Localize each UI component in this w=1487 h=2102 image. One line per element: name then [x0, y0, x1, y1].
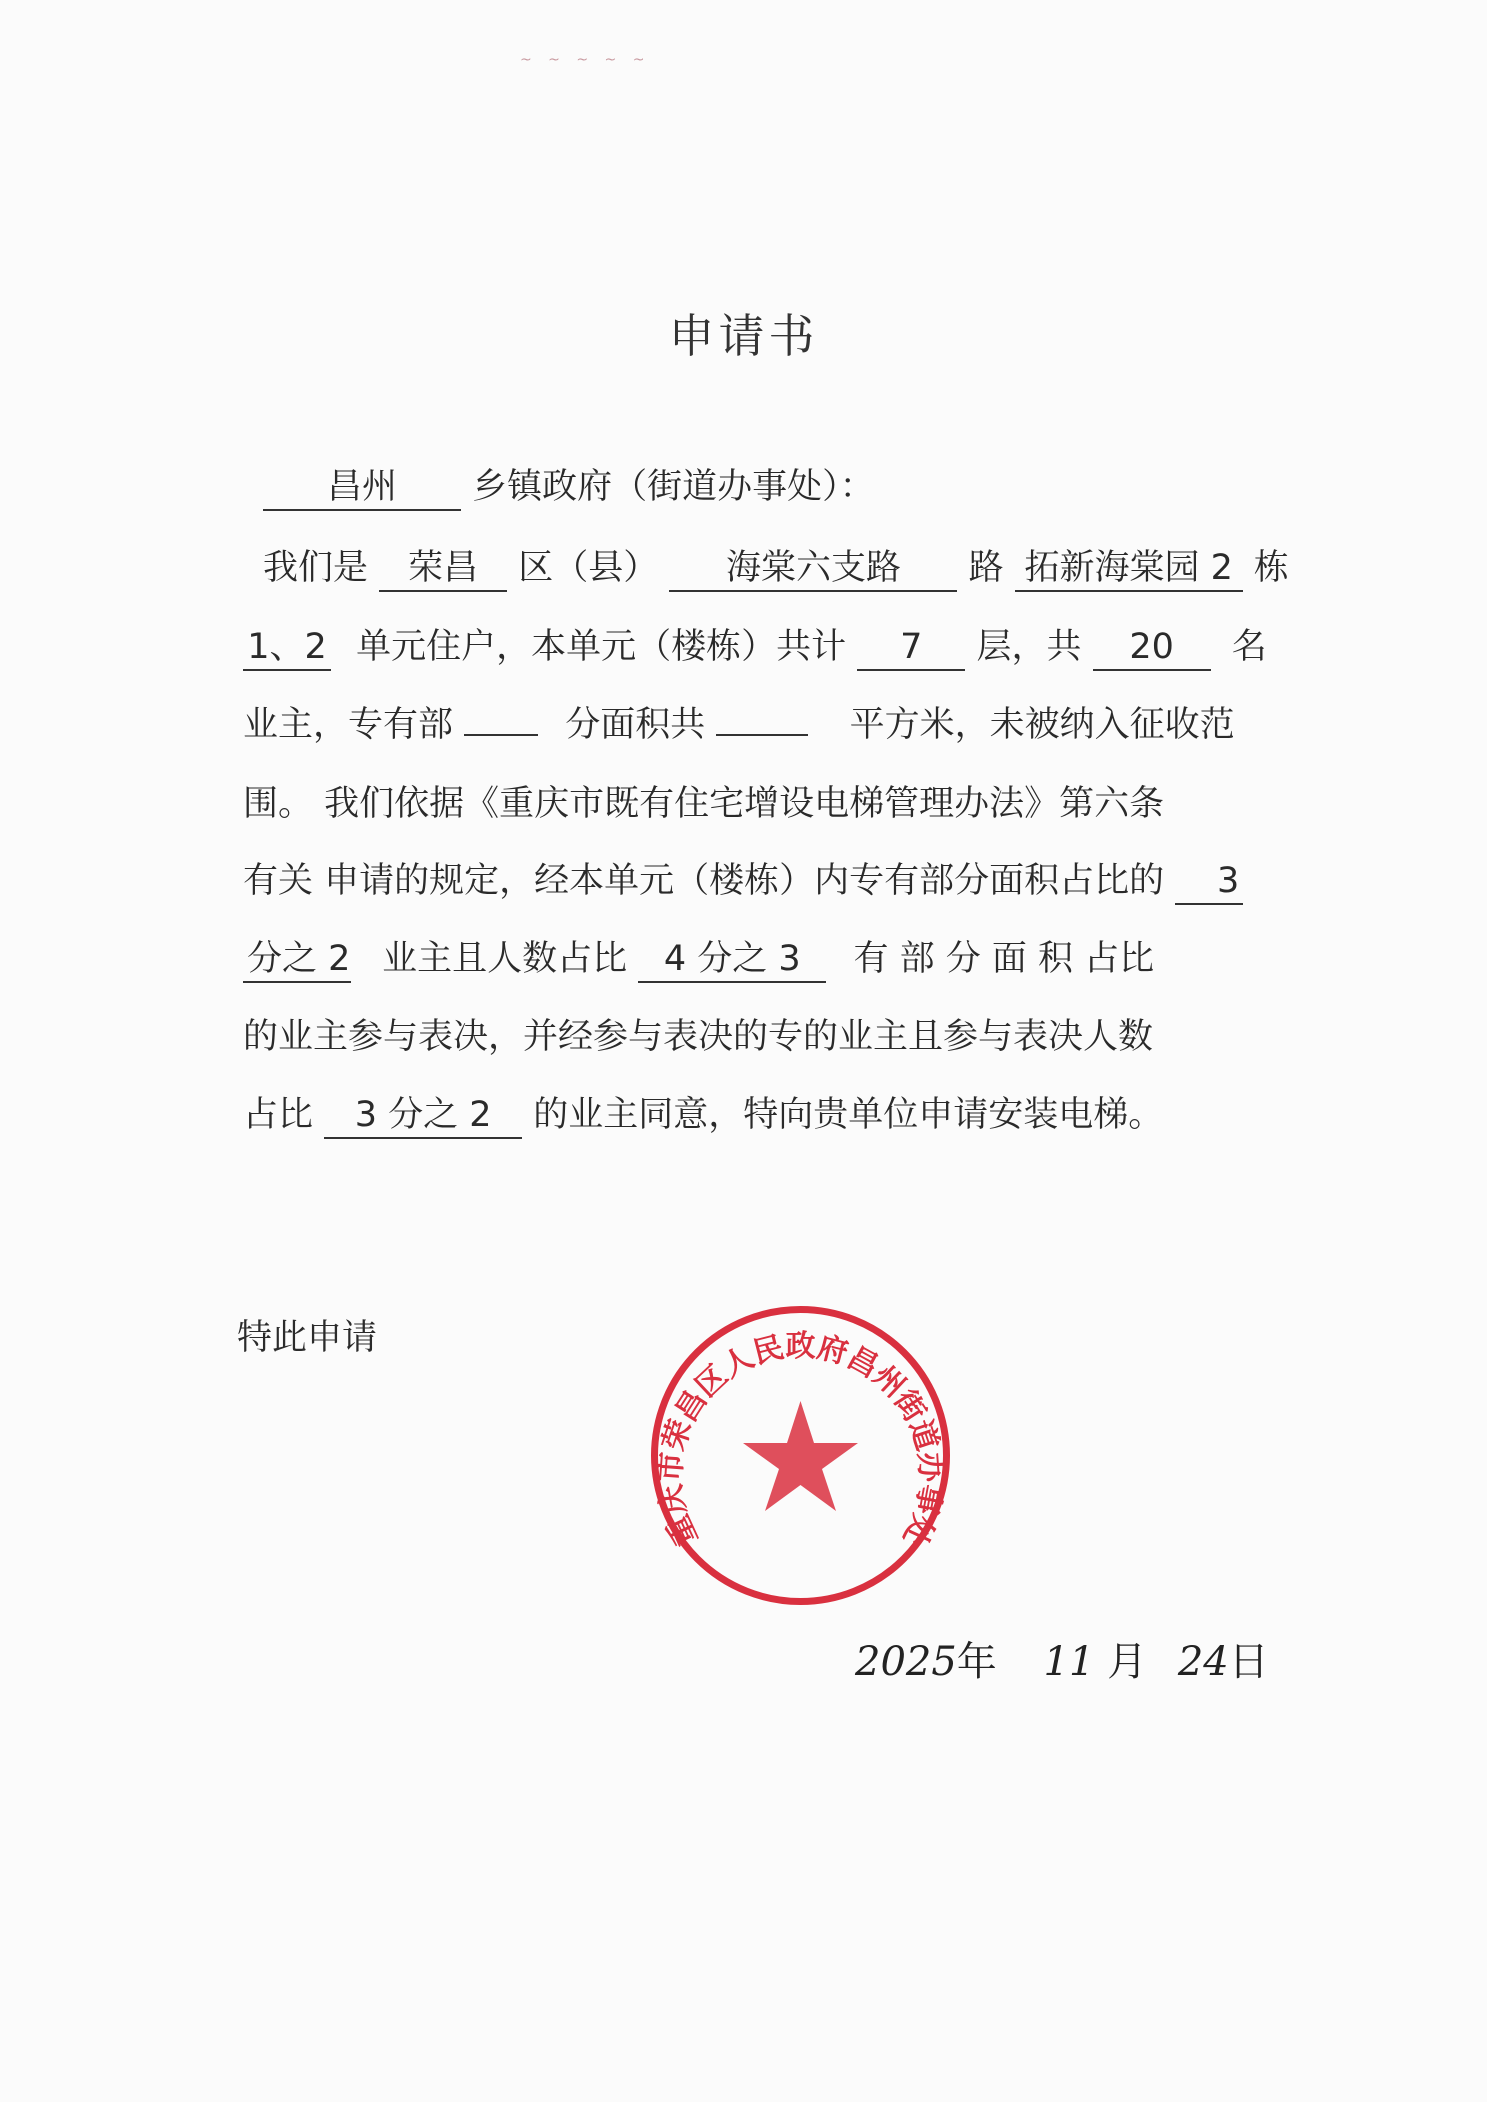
text: 有关 申请的规定，经本单元（楼栋）内专有部分面积占比的 [243, 861, 1165, 901]
text: 平方米，未被纳入征收范 [849, 705, 1235, 745]
building-fill: 拓新海棠园 2 [1015, 546, 1243, 592]
body-line-1 [263, 543, 1289, 593]
official-seal [648, 1303, 953, 1608]
seal-star-icon [743, 1401, 858, 1511]
text: 层，共 [976, 627, 1082, 667]
date-month: 11 [1043, 1639, 1095, 1685]
road-fill: 海棠六支路 [669, 546, 957, 592]
text: 围。 我们依据《重庆市既有住宅增设电梯管理办法》第六条 [243, 784, 1165, 824]
text: 栋 [1253, 548, 1289, 588]
body-line-2 [243, 622, 1267, 672]
addressee-line [263, 462, 875, 512]
body-line-5 [243, 856, 1243, 906]
area-fill-2 [716, 734, 808, 736]
agree-ratio-fill: 3 分之 2 [324, 1093, 522, 1139]
text: 名 [1231, 627, 1267, 667]
text: 业主且人数占比 [382, 939, 628, 979]
page-title: 申请书 [668, 309, 819, 363]
signature-date [855, 1630, 1269, 1687]
text: 区（县） [518, 548, 659, 588]
unit-fill: 1、2 [243, 625, 331, 671]
owners-fill: 20 [1093, 625, 1211, 671]
text: 路 [968, 548, 1004, 588]
text: 有 部 分 面 积 占比 [853, 939, 1155, 979]
scan-artifact: ~ ~ ~ ~ ~ [520, 52, 651, 68]
closing-text: 特此申请 [237, 1318, 378, 1358]
area-ratio-fill-1: 3 [1175, 859, 1243, 905]
people-ratio-fill: 4 分之 3 [638, 937, 826, 983]
date-year-suffix: 年 [956, 1639, 997, 1685]
text: 我们是 [263, 548, 369, 588]
area-ratio-fill-2: 分之 2 [243, 937, 351, 983]
district-fill: 荣昌 [379, 546, 507, 592]
text: 的业主同意，特向贵单位申请安装电梯。 [533, 1095, 1164, 1135]
body-line-8 [243, 1090, 1163, 1140]
date-year: 2025 [855, 1639, 957, 1685]
text: 业主，专有部 [243, 705, 454, 745]
addressee-text: 乡镇政府（街道办事处）： [472, 467, 875, 507]
area-fill-1 [464, 734, 538, 736]
body-line-6 [243, 934, 1154, 984]
body-line-7 [243, 1012, 1153, 1062]
body-line-3 [243, 700, 1235, 750]
town-fill: 昌州 [263, 465, 461, 511]
date-month-suffix: 月 [1107, 1639, 1148, 1685]
text: 单元住户，本单元（楼栋）共计 [356, 627, 847, 667]
body-line-4 [243, 779, 1164, 829]
text: 的业主参与表决，并经参与表决的专的业主且参与表决人数 [243, 1017, 1154, 1057]
floors-fill: 7 [857, 625, 965, 671]
date-day-suffix: 日 [1228, 1639, 1269, 1685]
date-day: 24 [1177, 1639, 1229, 1685]
text: 分面积共 [565, 705, 706, 745]
text: 占比 [243, 1095, 314, 1135]
seal-text: 重庆市荣昌区人民政府昌州街道办事处 [652, 1329, 949, 1552]
